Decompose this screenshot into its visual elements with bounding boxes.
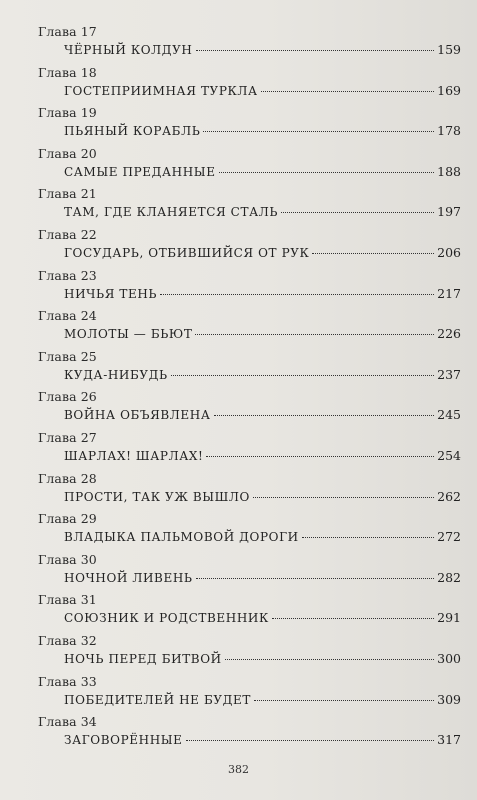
toc-entry (38, 511, 461, 552)
page-folio: 382 (228, 763, 249, 776)
chapter-number: Глава 29 (38, 511, 97, 527)
toc-line (64, 407, 461, 423)
page-number: 178 (437, 123, 461, 139)
dot-leader (195, 334, 434, 335)
chapter-number: Глава 30 (38, 551, 97, 567)
toc-line (64, 326, 461, 342)
dot-leader (160, 294, 434, 295)
chapter-number: Глава 17 (38, 24, 97, 39)
toc-entry (38, 592, 461, 633)
page-number: 206 (437, 244, 461, 260)
toc-line (64, 651, 461, 667)
toc-line (64, 529, 461, 545)
page-number: 291 (437, 610, 461, 626)
toc-entry (38, 714, 461, 755)
toc-line (64, 448, 461, 464)
toc-line (64, 164, 461, 180)
page-number: 309 (437, 691, 461, 707)
toc-line (64, 692, 461, 708)
chapter-number: Глава 34 (38, 714, 97, 730)
toc-line (64, 204, 461, 220)
toc-entry (38, 24, 461, 65)
dot-leader (186, 740, 435, 741)
chapter-title: ПЬЯНЫЙ КОРАБЛЬ (64, 124, 201, 139)
dot-leader (281, 212, 434, 213)
page-number: 317 (437, 732, 461, 748)
toc-entry (38, 146, 461, 187)
chapter-number: Глава 20 (38, 145, 97, 161)
chapter-number: Глава 24 (38, 308, 97, 324)
chapter-title: НОЧНОЙ ЛИВЕНЬ (64, 570, 193, 585)
toc-line (64, 570, 461, 586)
toc-entry (38, 552, 461, 593)
toc-line (64, 489, 461, 505)
chapter-title: НОЧЬ ПЕРЕД БИТВОЙ (64, 651, 222, 666)
chapter-title: НИЧЬЯ ТЕНЬ (64, 286, 158, 301)
chapter-title: ГОСТЕПРИИМНАЯ ТУРКЛА (64, 83, 258, 98)
toc-entry (38, 389, 461, 430)
page-number: 217 (437, 285, 461, 301)
toc-entry (38, 308, 461, 349)
chapter-title: ЗАГОВОРЁННЫЕ (64, 733, 183, 748)
chapter-title: ЧЁРНЫЙ КОЛДУН (64, 43, 193, 57)
toc-entry (38, 65, 461, 106)
dot-leader (254, 700, 434, 701)
dot-leader (253, 497, 434, 498)
page-number: 159 (437, 42, 461, 57)
toc-line (64, 42, 461, 58)
table-of-contents (38, 24, 461, 755)
chapter-number: Глава 25 (38, 348, 97, 364)
chapter-number: Глава 21 (38, 186, 97, 202)
toc-entry (38, 674, 461, 715)
toc-line (64, 286, 461, 302)
toc-entry (38, 186, 461, 227)
toc-entry (38, 633, 461, 674)
dot-leader (196, 50, 435, 51)
toc-entry (38, 471, 461, 512)
dot-leader (214, 415, 435, 416)
dot-leader (196, 578, 435, 579)
chapter-title: КУДА-НИБУДЬ (64, 367, 168, 382)
chapter-number: Глава 26 (38, 389, 97, 405)
page-number: 300 (437, 650, 461, 666)
chapter-number: Глава 33 (38, 673, 97, 689)
toc-entry (38, 105, 461, 146)
chapter-title: ГОСУДАРЬ, ОТБИВШИЙСЯ ОТ РУК (64, 245, 310, 260)
toc-line (64, 610, 461, 626)
toc-entry (38, 268, 461, 309)
chapter-title: СОЮЗНИК И РОДСТВЕННИК (64, 611, 269, 626)
toc-line (64, 83, 461, 99)
toc-entry (38, 227, 461, 268)
dot-leader (261, 91, 434, 92)
dot-leader (219, 172, 435, 173)
page-number: 245 (437, 407, 461, 423)
toc-entry (38, 430, 461, 471)
dot-leader (171, 375, 434, 376)
dot-leader (302, 537, 434, 538)
page-number: 282 (437, 569, 461, 585)
toc-line (64, 245, 461, 261)
toc-line (64, 367, 461, 383)
chapter-title: ВОЙНА ОБЪЯВЛЕНА (64, 408, 211, 423)
page-number: 272 (437, 529, 461, 545)
chapter-number: Глава 19 (38, 105, 97, 121)
page-number: 262 (437, 488, 461, 504)
chapter-number: Глава 18 (38, 64, 97, 80)
chapter-title: ПОБЕДИТЕЛЕЙ НЕ БУДЕТ (64, 692, 251, 707)
page-number: 197 (437, 204, 461, 220)
chapter-number: Глава 27 (38, 429, 97, 445)
chapter-title: МОЛОТЫ — БЬЮТ (64, 327, 193, 342)
chapter-number: Глава 28 (38, 470, 97, 486)
dot-leader (225, 659, 434, 660)
chapter-title: ТАМ, ГДЕ КЛАНЯЕТСЯ СТАЛЬ (64, 205, 279, 220)
chapter-number: Глава 32 (38, 632, 97, 648)
dot-leader (272, 618, 434, 619)
page-number: 237 (437, 366, 461, 382)
chapter-title: ШАРЛАХ! ШАРЛАХ! (64, 448, 204, 463)
toc-entry (38, 349, 461, 390)
dot-leader (203, 131, 434, 132)
dot-leader (312, 253, 434, 254)
page-number: 169 (437, 82, 461, 98)
toc-line (64, 732, 461, 748)
page-number: 226 (437, 326, 461, 342)
chapter-title: ПРОСТИ, ТАК УЖ ВЫШЛО (64, 489, 250, 504)
chapter-title: ВЛАДЫКА ПАЛЬМОВОЙ ДОРОГИ (64, 530, 299, 545)
chapter-number: Глава 22 (38, 226, 97, 242)
page-number: 188 (437, 163, 461, 179)
toc-line (64, 123, 461, 139)
chapter-number: Глава 31 (38, 592, 97, 608)
dot-leader (206, 456, 434, 457)
chapter-title: САМЫЕ ПРЕДАННЫЕ (64, 164, 216, 179)
page-number: 254 (437, 447, 461, 463)
chapter-number: Глава 23 (38, 267, 97, 283)
